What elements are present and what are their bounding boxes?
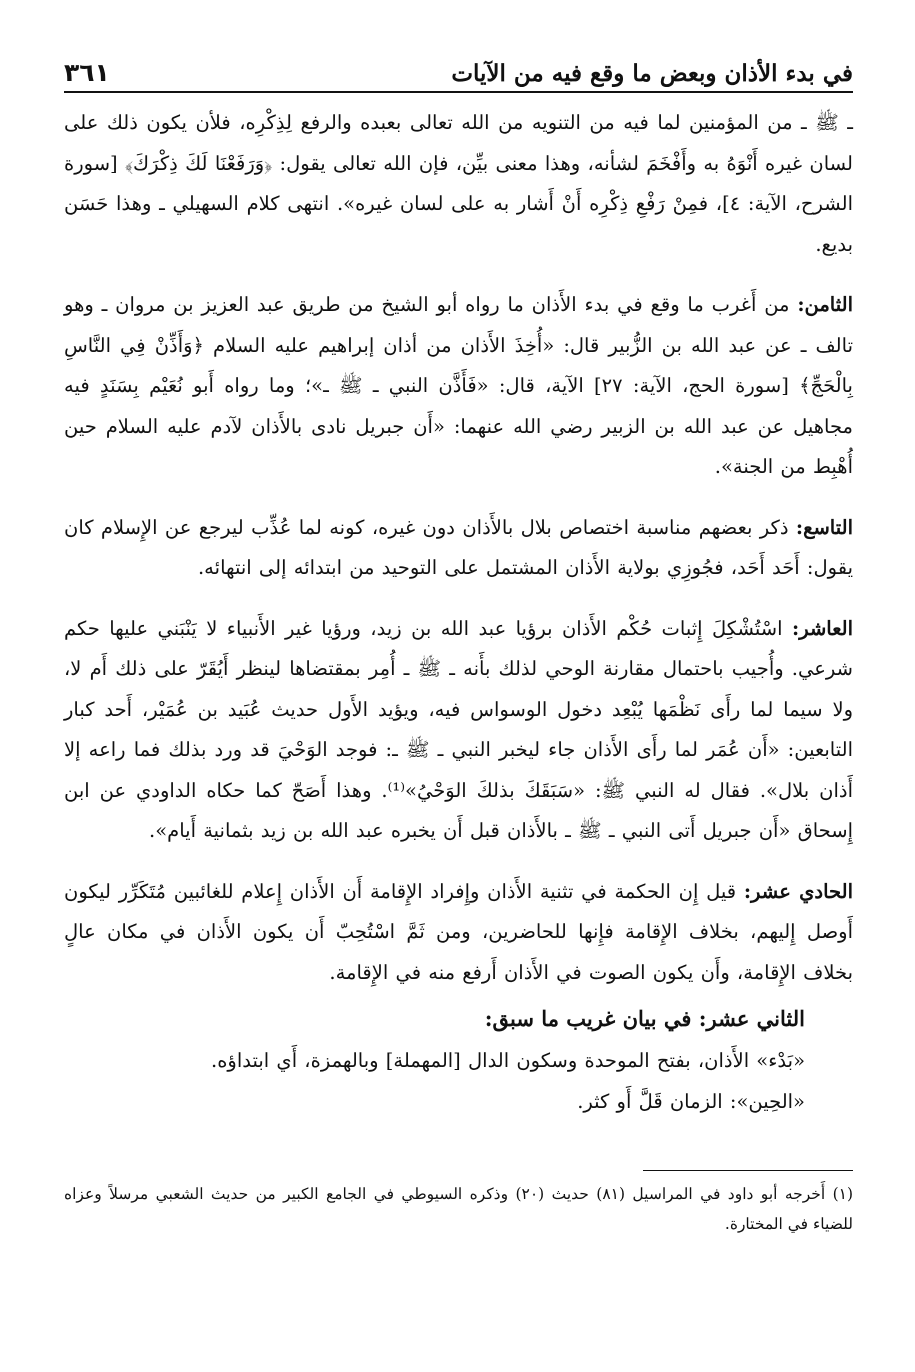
paragraph-11th-lead: الحادي عشر:	[743, 879, 853, 903]
gloss-hin: «الحِين»: الزمان قَلَّ أَو كثر.	[577, 1089, 805, 1113]
paragraph-8th	[64, 285, 853, 488]
paragraph-9th	[64, 508, 853, 589]
paragraph-8th-lead: الثامن:	[797, 293, 853, 316]
footnote-1: (١) أَخرجه أبو داود في المراسيل (٨١) حديث (٢٠) وذكره السيوطي في الجامع الكبير من حديث الشعبي مرسلاً وعزاه للضياء في المختارة.	[64, 1185, 854, 1233]
gloss-bad: «بَدْء» الأَذان، بفتح الموحدة وسكون الدال [المهملة] وبالهمزة، أَي ابتداؤه.	[211, 1049, 805, 1072]
page-number: ٣٦١	[64, 58, 110, 87]
paragraph-1: ـ ﷺ ـ من المؤمنين لما فيه من التنويه من الله تعالى بعبده والرفع لِذِكْرِه، فلأن يكون ذلك على لسان غيره أَنْوَهُ به وأَفْخَمَ لشأنه، وهذا معنى بيِّن، فإن الله تعالى يقول: ﴿وَرَفَعْنَا لَكَ ذِكْرَكَ﴾ [سورة الشرح، الآية: ٤]، فمِنْ رَفْعِ ذِكْرِه أَنْ أَشار به على لسان غيره». انتهى كلام السهيلي ـ وهذا حَسَن بديع.	[64, 111, 853, 256]
paragraph-10th-text: اسْتُشْكِلَ إِثبات حُكْم الأَذان برؤيا عبد الله بن زيد، ورؤيا غير الأَنبياء لا يَنْبَني عليها حكم شرعي. وأُجيب باحتمال مقارنة الوحي لذلك بأَنه ـ ﷺ ـ أُمِر بمقتضاها لينظر أَيُقَرّ على ذلك أَم لا، ولا سيما لما رأَى نَظْمَها يُبْعِد دخول الوسواس فيه، ويؤيد الأَول حديث عُبَيد بن عُمَيْر، أَحد كبار التابعين: «أَن عُمَر لما رأَى الأَذان جاء ليخبر النبي ـ ﷺ ـ: فوجد الوَحْيَ قد ورد بذلك فما راعه إلا أَذان بلال». فقال له النبي ﷺ: «سَبَقَكَ بذلكَ الوَحْيُ»⁽¹⁾. وهذا أَصَحّ كما حكاه الداودي عن ابن إِسحاق «أَن جبريل أَتى النبي ـ ﷺ ـ بالأَذان قبل أَن يخبره عبد الله بن زيد بثمانية أَيام».	[64, 616, 853, 842]
paragraph-11th	[64, 872, 853, 994]
paragraph-11th-text: قيل إِن الحكمة في تثنية الأَذان وإِفراد الإِقامة أَن الأَذان إِعلام للغائبين مُتَكَرِّر ليكون أَوصل إِليهم، بخلاف الإِقامة فإِنها للحاضرين، ومن ثَمَّ اسْتُحِبّ أَن يكون الأَذان في مكان عالٍ بخلاف الإِقامة، وأَن يكون الصوت في الأَذان أَرفع منه في الإِقامة.	[64, 879, 853, 984]
paragraph-10th-lead: العاشر:	[792, 616, 854, 640]
paragraph-9th-text: ذكر بعضهم مناسبة اختصاص بلال بالأَذان دون غيره، كونه لما عُذِّب ليرجع عن الإِسلام كان يقول: أَحَد أَحَد، فجُوزِي بولاية الأَذان المشتمل على التوحيد من ابتدائه إلى انتهائه.	[64, 515, 853, 579]
paragraph-10th	[64, 609, 853, 852]
paragraph-8th-text: من أَغرب ما وقع في بدء الأَذان ما رواه أبو الشيخ من طريق عبد العزيز بن مروان ـ وهو تالف ـ عن عبد الله بن الزُّبير قال: «أُخِذَ الأَذان من أذان إبراهيم عليه السلام ﴿وَأَذِّنْ فِي النَّاسِ بِالْحَجِّ﴾ [سورة الحج، الآية: ٢٧] الآية، قال: «فَأَذَّن النبي ـ ﷺ ـ»؛ وما رواه أَبو نُعَيْم بِسَنَدٍ فيه مجاهيل عن عبد الله بن الزبير رضي الله عنهما: «أَن جبريل نادى بالأَذان لآدم عليه السلام حين أُهْبِط من الجنة».	[64, 293, 853, 478]
section-12th-title: الثاني عشر: في بيان غريب ما سبق:	[484, 1006, 805, 1031]
header-title: في بدء الأذان وبعض ما وقع فيه من الآيات	[451, 60, 853, 87]
paragraph-9th-lead: التاسع:	[795, 515, 853, 539]
running-header	[64, 58, 853, 93]
footnote-separator	[643, 1170, 853, 1171]
